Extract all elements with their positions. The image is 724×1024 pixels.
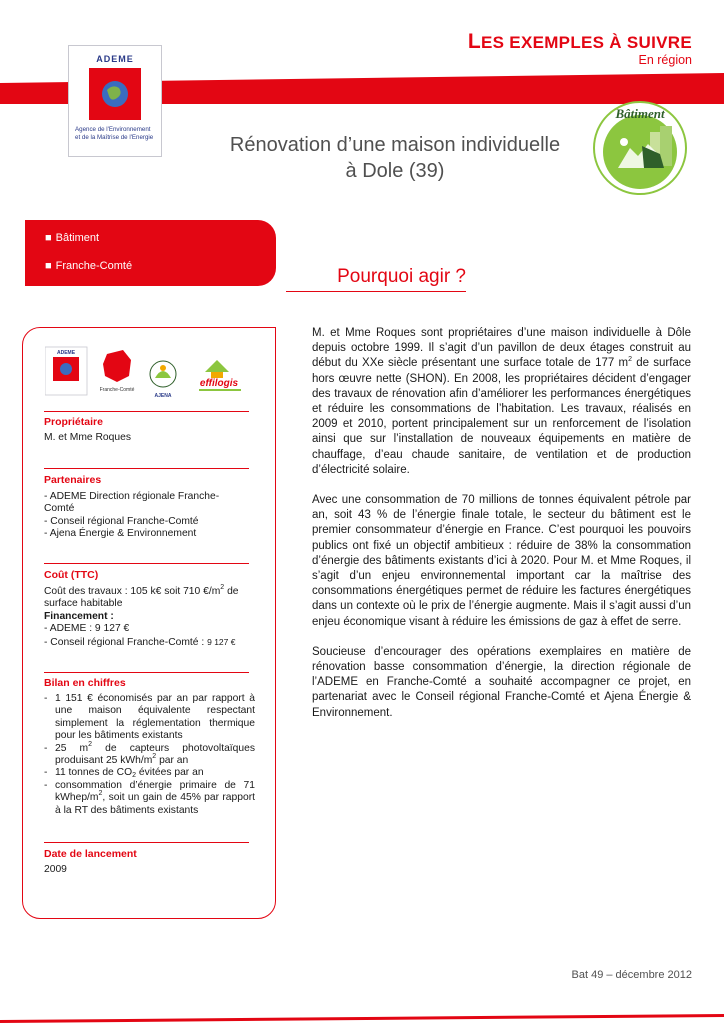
body-paragraph: Avec une consommation de 70 millions de tonnes équivalent pétrole par an, soit 43 % de l’énergie finale totale, le secteur du bâtiment est le premier consommateur d’énergie en France. C’est pourquoi les pouvoirs publics ont fixé un objectif ambitieux : réduire de 38% la consommation d’énergie des bâtiments existants d’ici à 2020. Pour M. et Mme Roques, il s’agit d’un enjeu environnemental important car la maîtrise des consommations énergétiques permet de réduire les factures énergétiques dans un contexte où le prix de l’énergie augmente. Mais il s’agit aussi d’un enjeu économique visant à réduire les émissions de gaz à effet de serre.: [312, 494, 691, 628]
page-title: [195, 132, 595, 184]
figure-item: - consommation d’énergie primaire de 71 kWhep/$m^2$, soit un gain de 45% par rapport à la RT des bâtiments existants: [44, 779, 255, 816]
category-tags: [25, 220, 276, 286]
ademe-logo: [68, 45, 162, 157]
page-title-line1: Rénovation d’une maison individuelle: [229, 134, 561, 156]
cost-text: Coût des travaux : 105 k€ soit 710 $€/m^2$ de surface habitable Financement : - ADEME : 9 127 € - Conseil régional Franche-Comté : 9 127 €: [44, 584, 239, 648]
ademe-logo-word: ADEME: [96, 54, 134, 64]
partner-logo-region: [100, 350, 135, 393]
tag-franche-comte: ■ Franche-Comté: [45, 260, 133, 272]
partner-item: - Conseil régional Franche-Comté: [44, 515, 199, 527]
partners-list: [44, 491, 249, 541]
badge-label: Bâtiment: [615, 106, 665, 121]
cost-heading: Coût (TTC): [44, 569, 99, 581]
batiment-badge-icon: [590, 96, 690, 196]
cost-rule: [44, 563, 249, 564]
figures-list: [44, 693, 255, 817]
svg-text:AJENA: AJENA: [154, 393, 172, 399]
figures-heading: Bilan en chiffres: [44, 677, 126, 689]
ademe-logo-globe-icon: [89, 68, 141, 120]
partners-heading: Partenaires: [44, 474, 102, 486]
figure-item: - 11 tonnes de $CO_2$ évitées par an: [44, 767, 204, 780]
partner-item: - ADEME Direction régionale Franche-Comté: [44, 491, 220, 515]
section-heading: Pourquoi agir ?: [337, 266, 466, 287]
tag-batiment: ■ Bâtiment: [45, 232, 100, 244]
svg-text:ADEME: ADEME: [56, 350, 76, 356]
partner-logos: [45, 346, 255, 400]
launch-text: 2009: [44, 864, 67, 875]
svg-text:effilogis: effilogis: [199, 378, 239, 389]
partners-rule: [44, 468, 249, 469]
svg-text:Franche-Comté: Franche-Comté: [99, 387, 135, 393]
figure-item: - 25 $m^2$ de capteurs photovoltaïques produisant 25 kWh/$m^2$ par an: [44, 740, 255, 767]
body-paragraph: Soucieuse d’encourager des opérations exemplaires en matière de rénovation basse consommation d’énergie, la direction régionale de l’ADEME en Franche-Comté a souhaité accompagner ce projet, en partenariat avec le Conseil régional Franche-Comté et Ajena Énergie & Environnement.: [312, 645, 691, 719]
footer-red-band: [0, 1012, 724, 1024]
figure-item: - 1 151 € économisés par an par rapport à une maison équivalente respectant simplement la réglementation thermique pour les bâtiments existants: [44, 693, 255, 742]
owner-heading: Propriétaire: [44, 416, 103, 428]
partner-logo-ajena: [150, 361, 176, 399]
header-title: LES EXEMPLES À SUIVRE: [467, 30, 692, 53]
body-paragraph: M. et Mme Roques sont propriétaires d’une maison individuelle à Dôle depuis octobre 1999. Il s’agit d’un pavillon de deux étages construit au début du XXe siècle présentant une surface totale de 177 $m^2$ de surface hors œuvre nette (SHON). En 2008, les propriétaires décident d’engager des travaux de rénovation afin d’améliorer les performances énergétiques et réduire les consommations de l’habitation. Les travaux, réalisés en 2009 et 2010, portent principalement sur un renforcement de l’isolation ainsi que sur l’installation de nouveaux équipements en matière de chauffage, d’eau chaude sanitaire, de ventilation et de production d’électricité solaire.: [312, 327, 691, 476]
owner-rule: [44, 411, 249, 412]
owner-text: M. et Mme Roques: [44, 432, 131, 443]
partner-logo-ademe: [45, 347, 87, 395]
figures-rule: [44, 672, 249, 673]
ademe-logo-text: Agence de l'Environnement et de la Maîtrise de l'Energie: [75, 126, 154, 141]
partner-logo-effilogis: [199, 360, 241, 391]
footer-text: Bat 49 – décembre 2012: [571, 969, 692, 981]
launch-heading: Date de lancement: [44, 848, 137, 860]
section-heading-rule: [286, 291, 466, 292]
body-text: [312, 326, 691, 736]
header-subtitle: En région: [638, 53, 692, 67]
page-title-line2: à Dole (39): [345, 160, 445, 182]
partner-item: - Ajena Énergie & Environnement: [44, 528, 197, 540]
launch-rule: [44, 842, 249, 843]
